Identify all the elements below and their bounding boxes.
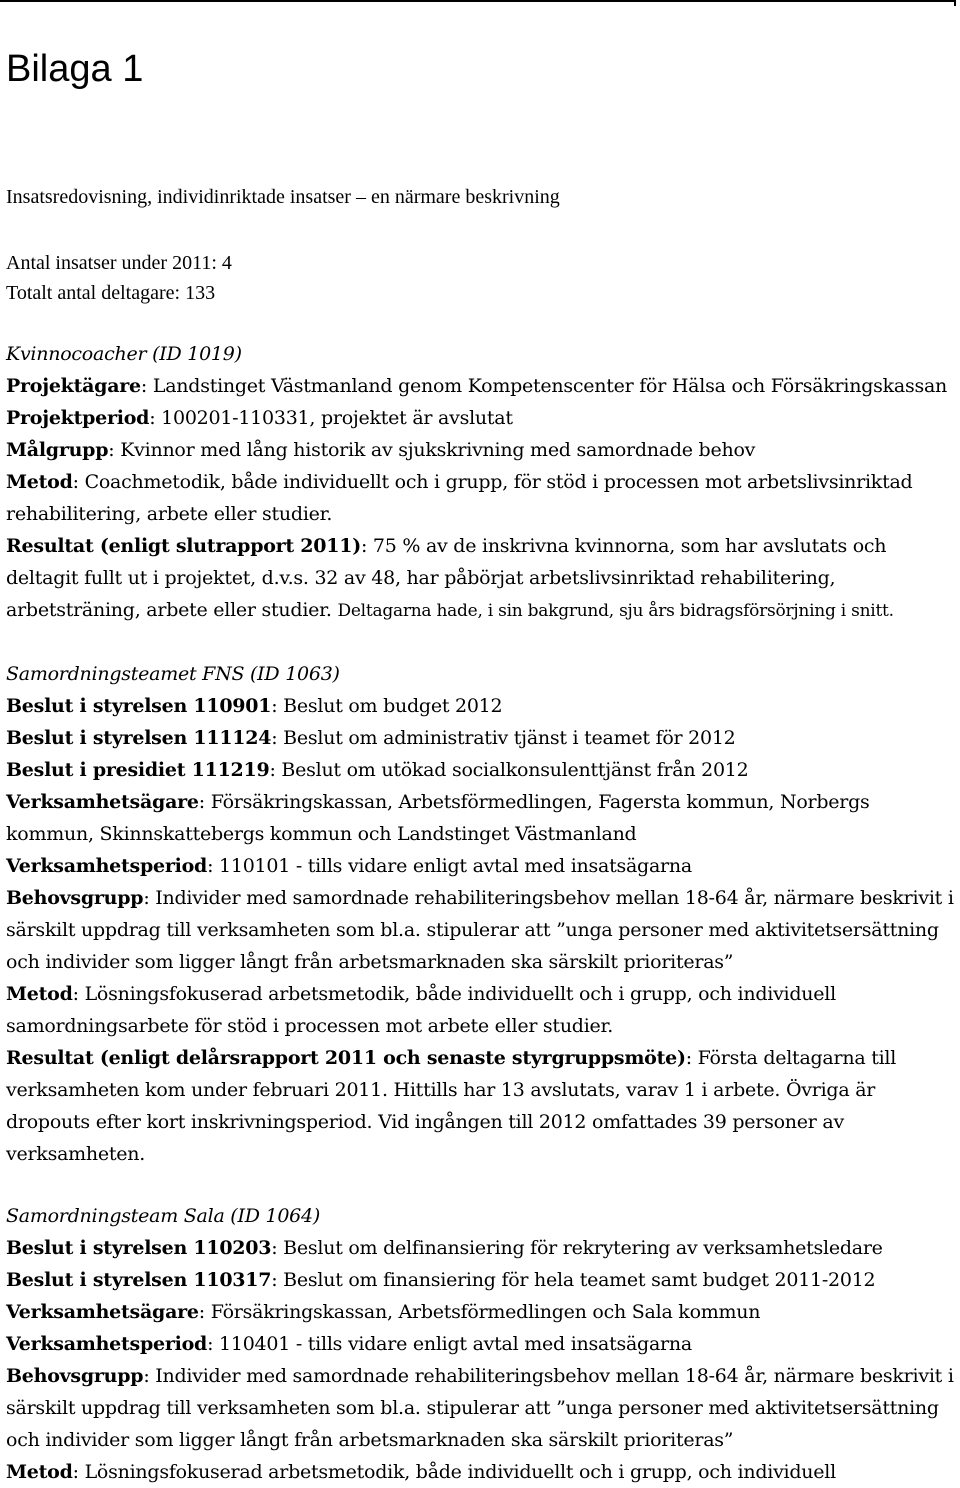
- field-resultat: Resultat (enligt delårsrapport 2011 och senaste styrgruppsmöte): Första deltagarna till verksamheten kom under februari 2011. Hittills har 13 avslutats, varav 1 i arbete. Övriga är dropouts efter kort inskrivningsperiod. Vid ingången till 2012 omfattades 39 personer av verksamheten.: [6, 1047, 897, 1165]
- page-title: Bilaga 1: [6, 48, 144, 90]
- field-metod: Metod: Lösningsfokuserad arbetsmetodik, både individuellt och i grupp, och individuell samordningsarbete för stöd i processen mot arbete eller studier.: [6, 983, 836, 1037]
- field-label: Projektperiod: [6, 407, 150, 429]
- field-value: 100201-110331, projektet är avslutat: [161, 407, 513, 429]
- spacer: [6, 627, 954, 658]
- field-verksamhetsagare: Verksamhetsägare: Försäkringskassan, Arbetsförmedlingen och Sala kommun: [6, 1301, 761, 1323]
- field-beslut-111219: Beslut i presidiet 111219: Beslut om utökad socialkonsulenttjänst från 2012: [6, 759, 749, 781]
- spacer: [6, 308, 954, 338]
- field-beslut-111124: Beslut i styrelsen 111124: Beslut om administrativ tjänst i teamet för 2012: [6, 727, 736, 749]
- field-label: Behovsgrupp: [6, 887, 144, 909]
- field-behovsgrupp: Behovsgrupp: Individer med samordnade rehabiliteringsbehov mellan 18-64 år, närmare beskrivit i särskilt uppdrag till verksamheten som bl.a. stipulerar att ”unga personer med aktivitetsersättning och individer som ligger långt från arbetsmarknaden ska särskilt prioriteras”: [6, 1365, 954, 1451]
- field-label: Metod: [6, 983, 73, 1005]
- spacer: [6, 214, 954, 248]
- field-label: Metod: [6, 1461, 73, 1483]
- project-kvinnocoacher: [6, 338, 954, 627]
- field-label: Behovsgrupp: [6, 1365, 144, 1387]
- field-projektperiod: Projektperiod: 100201-110331, projektet är avslutat: [6, 407, 513, 429]
- field-value: 110401 - tills vidare enligt avtal med insatsägarna: [219, 1333, 692, 1355]
- field-label: Beslut i styrelsen 111124: [6, 727, 272, 749]
- field-label: Verksamhetsperiod: [6, 1333, 208, 1355]
- stat-antal-insatser: Antal insatser under 2011: 4: [6, 252, 232, 274]
- field-beslut-110901: Beslut i styrelsen 110901: Beslut om budget 2012: [6, 695, 503, 717]
- field-value: Försäkringskassan, Arbetsförmedlingen och Sala kommun: [210, 1301, 761, 1323]
- field-value: Coachmetodik, både individuellt och i grupp, för stöd i processen mot arbetslivsinriktad rehabilitering, arbete eller studier.: [6, 471, 913, 525]
- document-subtitle: Insatsredovisning, individinriktade insatser – en närmare beskrivning: [6, 186, 560, 208]
- field-label: Resultat (enligt slutrapport 2011): [6, 535, 361, 557]
- project-samordningsteam-sala: [6, 1200, 954, 1488]
- field-projektagare: Projektägare: Landstinget Västmanland genom Kompetenscenter för Hälsa och Försäkringskassan: [6, 375, 948, 397]
- field-value: Beslut om delfinansiering för rekrytering av verksamhetsledare: [283, 1237, 883, 1259]
- field-value: Kvinnor med lång historik av sjukskrivning med samordnade behov: [120, 439, 756, 461]
- field-label: Beslut i presidiet 111219: [6, 759, 270, 781]
- field-value: Individer med samordnade rehabiliteringsbehov mellan 18-64 år, närmare beskrivit i särskilt uppdrag till verksamheten som bl.a. stipulerar att ”unga personer med aktivitetsersättning och individer som ligger långt från arbetsmarknaden ska särskilt prioriteras”: [6, 1365, 954, 1451]
- field-value: 110101 - tills vidare enligt avtal med insatsägarna: [219, 855, 692, 877]
- field-beslut-110317: Beslut i styrelsen 110317: Beslut om finansiering för hela teamet samt budget 2011-2012: [6, 1269, 876, 1291]
- field-value: Första deltagarna till verksamheten kom under februari 2011. Hittills har 13 avslutats, varav 1 i arbete. Övriga är dropouts efter kort inskrivningsperiod. Vid ingången till 2012 omfattades 39 personer av verksamheten.: [6, 1047, 897, 1165]
- project-title: Kvinnocoacher (ID 1019): [6, 343, 242, 365]
- field-behovsgrupp: Behovsgrupp: Individer med samordnade rehabiliteringsbehov mellan 18-64 år, närmare beskrivit i särskilt uppdrag till verksamheten som bl.a. stipulerar att ”unga personer med aktivitetsersättning och individer som ligger långt från arbetsmarknaden ska särskilt prioriteras”: [6, 887, 954, 973]
- field-label: Målgrupp: [6, 439, 109, 461]
- field-label: Projektägare: [6, 375, 141, 397]
- field-metod: Metod: Coachmetodik, både individuellt och i grupp, för stöd i processen mot arbetslivsinriktad rehabilitering, arbete eller studier.: [6, 471, 913, 525]
- field-value: Beslut om utökad socialkonsulenttjänst från 2012: [281, 759, 749, 781]
- field-value: Landstinget Västmanland genom Kompetenscenter för Hälsa och Försäkringskassan: [152, 375, 948, 397]
- field-label: Metod: [6, 471, 73, 493]
- field-value: Lösningsfokuserad arbetsmetodik, både individuellt och i grupp, och individuell samordningsarbete för stöd i processen mot arbete eller studier.: [6, 983, 836, 1037]
- project-title: Samordningsteamet FNS (ID 1063): [6, 663, 340, 685]
- field-label: Resultat (enligt delårsrapport 2011 och senaste styrgruppsmöte): [6, 1047, 686, 1069]
- field-beslut-110203: Beslut i styrelsen 110203: Beslut om delfinansiering för rekrytering av verksamhetsledare: [6, 1237, 883, 1259]
- project-samordningsteamet-fns: [6, 658, 954, 1170]
- document-body: [6, 180, 954, 1488]
- field-resultat: Resultat (enligt slutrapport 2011): 75 % av de inskrivna kvinnorna, som har avslutats och deltagit fullt ut i projektet, d.v.s. 32 av 48, har påbörjat arbetslivsinriktad rehabilitering, arbetsträning, arbete eller studier. Deltagarna hade, i sin bakgrund, sju års bidragsförsörjning i snitt.: [6, 535, 894, 621]
- field-label: Verksamhetsägare: [6, 791, 199, 813]
- field-label: Verksamhetsperiod: [6, 855, 208, 877]
- field-verksamhetsperiod: Verksamhetsperiod: 110401 - tills vidare enligt avtal med insatsägarna: [6, 1333, 692, 1355]
- field-value: Lösningsfokuserad arbetsmetodik, både individuellt och i grupp, och individuell: [84, 1461, 836, 1483]
- stat-totalt-deltagare: Totalt antal deltagare: 133: [6, 282, 216, 304]
- project-title: Samordningsteam Sala (ID 1064): [6, 1205, 321, 1227]
- top-border-line: [0, 0, 956, 2]
- field-malgrupp: Målgrupp: Kvinnor med lång historik av sjukskrivning med samordnade behov: [6, 439, 756, 461]
- field-label: Beslut i styrelsen 110901: [6, 695, 272, 717]
- field-metod: Metod: Lösningsfokuserad arbetsmetodik, både individuellt och i grupp, och individuell: [6, 1461, 836, 1483]
- field-value: Beslut om budget 2012: [283, 695, 503, 717]
- field-value: Beslut om finansiering för hela teamet samt budget 2011-2012: [283, 1269, 876, 1291]
- field-value: Försäkringskassan, Arbetsförmedlingen, Fagersta kommun, Norbergs kommun, Skinnskattebergs kommun och Landstinget Västmanland: [6, 791, 870, 845]
- field-value: Individer med samordnade rehabiliteringsbehov mellan 18-64 år, närmare beskrivit i särskilt uppdrag till verksamheten som bl.a. stipulerar att ”unga personer med aktivitetsersättning och individer som ligger långt från arbetsmarknaden ska särskilt prioriteras”: [6, 887, 954, 973]
- field-verksamhetsperiod: Verksamhetsperiod: 110101 - tills vidare enligt avtal med insatsägarna: [6, 855, 692, 877]
- field-label: Verksamhetsägare: [6, 1301, 199, 1323]
- field-label: Beslut i styrelsen 110203: [6, 1237, 272, 1259]
- right-border-tick: [954, 0, 956, 6]
- field-note: Deltagarna hade, i sin bakgrund, sju års bidragsförsörjning i snitt.: [337, 601, 894, 621]
- field-value: 75 % av de inskrivna kvinnorna, som har avslutats och deltagit fullt ut i projektet, d.v.s. 32 av 48, har påbörjat arbetslivsinriktad rehabilitering, arbetsträning, arbete eller studier.: [6, 535, 887, 621]
- field-label: Beslut i styrelsen 110317: [6, 1269, 272, 1291]
- field-verksamhetsagare: Verksamhetsägare: Försäkringskassan, Arbetsförmedlingen, Fagersta kommun, Norbergs kommun, Skinnskattebergs kommun och Landstinget Västmanland: [6, 791, 870, 845]
- spacer: [6, 1170, 954, 1200]
- field-value: Beslut om administrativ tjänst i teamet för 2012: [283, 727, 736, 749]
